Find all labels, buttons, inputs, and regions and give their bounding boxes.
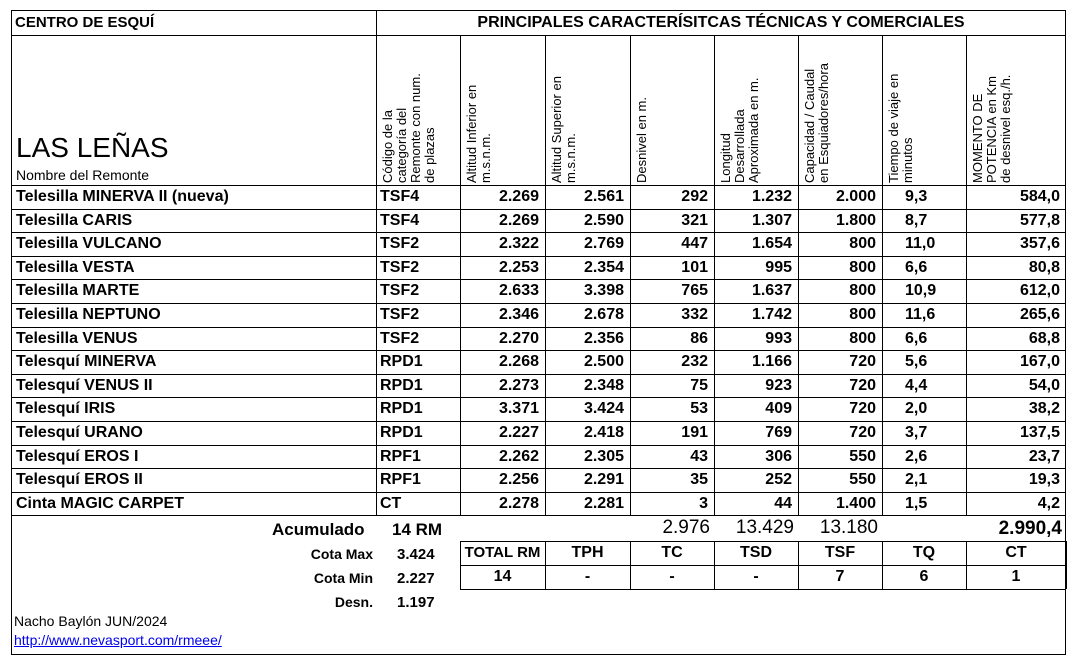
cell-cap: 720 [849, 353, 876, 371]
category-box-top [460, 541, 1066, 542]
cell-mom: 80,8 [1028, 258, 1060, 276]
cell-inf: 2.322 [498, 235, 539, 253]
cell-time: 6,6 [905, 329, 928, 347]
cell-desn: 75 [690, 376, 708, 394]
cell-sup: 2.348 [583, 376, 624, 394]
cell-sup: 2.291 [583, 471, 624, 489]
lift-code: RPF1 [380, 447, 421, 465]
category-count: - [753, 568, 759, 585]
cell-long: 252 [765, 471, 792, 489]
cell-long: 1.637 [751, 282, 792, 300]
resort-name: LAS LEÑAS [16, 132, 169, 163]
cell-sup: 2.561 [583, 188, 624, 205]
cell-long: 1.307 [751, 211, 792, 229]
lift-name: Telesquí EROS II [16, 471, 143, 489]
cell-cap: 550 [849, 471, 876, 489]
cell-cap: 550 [849, 447, 876, 465]
cell-cap: 1.400 [835, 494, 876, 512]
cell-sup: 2.418 [583, 424, 624, 441]
row-divider [11, 327, 1066, 328]
cell-cap: 800 [849, 306, 876, 323]
lift-name: Telesilla NEPTUNO [16, 306, 161, 323]
cell-cap: 800 [849, 282, 876, 300]
cell-inf: 2.346 [498, 306, 539, 323]
lift-code: RPD1 [380, 424, 423, 441]
cell-inf: 2.256 [498, 471, 539, 489]
category-count: - [669, 568, 675, 585]
desnivel-label: Desn. [334, 594, 373, 610]
total-longitud: 13.429 [735, 517, 794, 538]
cell-long: 769 [765, 424, 792, 441]
column-header-1: Código de la categoría del Remonte con num. de plazas [380, 73, 437, 183]
header-divider [11, 35, 1066, 36]
cota-min-value: 2.227 [397, 570, 435, 587]
category-count: 14 [493, 568, 512, 585]
column-divider [798, 35, 799, 516]
column-header-4: Desnivel en m. [634, 97, 649, 183]
cell-cap: 720 [849, 424, 876, 441]
cell-mom: 19,3 [1028, 471, 1060, 489]
cell-time: 10,9 [905, 282, 937, 300]
cell-long: 1.742 [751, 306, 792, 323]
row-divider [11, 515, 1066, 516]
cell-time: 5,6 [905, 353, 928, 371]
total-momento: 2.990,4 [998, 518, 1062, 539]
cell-mom: 584,0 [1019, 188, 1060, 205]
column-header-8: MOMENTO DE POTENCIA en Km de desnivel esq./h. [970, 74, 1013, 183]
lift-code: TSF2 [380, 306, 420, 323]
cell-mom: 23,7 [1028, 447, 1060, 465]
row-divider [11, 209, 1066, 210]
cota-min-label: Cota Min [313, 570, 373, 586]
column-divider [966, 35, 967, 516]
cell-inf: 2.269 [498, 188, 539, 205]
lift-name: Telesilla VULCANO [16, 235, 162, 253]
row-divider [11, 303, 1066, 304]
category-header: CT [1005, 544, 1027, 561]
lift-name: Telesilla MARTE [16, 282, 140, 300]
cell-inf: 2.262 [498, 447, 539, 465]
cell-sup: 2.678 [583, 306, 624, 323]
column-header-3: Altitud Superior en m.s.n.m. [549, 76, 578, 183]
column-header-7: Tiempo de viaje en minutos [886, 73, 915, 183]
cell-mom: 68,8 [1028, 329, 1060, 347]
row-divider [11, 279, 1066, 280]
cell-long: 995 [765, 258, 792, 276]
category-header: TPH [571, 544, 604, 561]
total-desnivel: 2.976 [662, 517, 710, 538]
cell-inf: 2.270 [498, 329, 539, 347]
cell-mom: 137,5 [1019, 424, 1060, 441]
cell-sup: 3.424 [583, 400, 624, 418]
column-divider [714, 35, 715, 516]
lift-name: Telesquí VENUS II [16, 376, 153, 394]
cell-long: 1.166 [751, 353, 792, 371]
cell-time: 2,0 [905, 400, 928, 418]
cell-desn: 292 [681, 188, 708, 205]
cell-cap: 800 [849, 235, 876, 253]
cota-max-label: Cota Max [310, 546, 373, 562]
cell-sup: 2.281 [583, 494, 624, 512]
cell-sup: 2.769 [583, 235, 624, 253]
cell-inf: 2.273 [498, 376, 539, 394]
acumulado-label: Acumulado [272, 520, 365, 539]
row-divider [11, 185, 1066, 186]
cell-mom: 577,8 [1019, 211, 1060, 229]
column-header-5: Longitud Desarrollada Aproximada en m. [718, 77, 761, 183]
column-divider [882, 35, 883, 516]
row-divider [11, 256, 1066, 257]
lift-name: Telesilla MINERVA II (nueva) [16, 188, 229, 205]
cell-long: 1.232 [751, 188, 792, 205]
lift-name: Telesilla CARIS [16, 211, 133, 229]
lift-name: Telesquí MINERVA [16, 353, 157, 371]
ski-center-title: CENTRO DE ESQUÍ [15, 14, 155, 31]
cell-sup: 2.354 [583, 258, 624, 276]
cell-time: 4,4 [905, 376, 928, 394]
row-divider [11, 445, 1066, 446]
cell-mom: 54,0 [1028, 376, 1060, 394]
cell-desn: 43 [690, 447, 708, 465]
cell-desn: 447 [681, 235, 708, 253]
cell-inf: 2.269 [498, 211, 539, 229]
lift-name: Telesilla VESTA [16, 258, 135, 276]
lift-code: TSF2 [380, 235, 420, 253]
name-column-header: Nombre del Remonte [16, 167, 150, 183]
acumulado-value: 14 RM [392, 520, 443, 539]
cell-long: 44 [774, 494, 792, 512]
cell-cap: 800 [849, 329, 876, 347]
cell-inf: 2.633 [498, 282, 539, 300]
cell-inf: 2.278 [498, 494, 539, 512]
category-count: 6 [919, 568, 929, 585]
cell-mom: 167,0 [1019, 353, 1060, 371]
category-count: - [584, 568, 591, 585]
lift-name: Cinta MAGIC CARPET [16, 494, 184, 512]
lift-code: TSF4 [380, 211, 420, 229]
lift-code: TSF2 [380, 282, 420, 300]
lift-code: TSF2 [380, 258, 420, 276]
lift-code: RPD1 [380, 400, 423, 418]
cota-max-value: 3.424 [397, 546, 435, 563]
lift-code: RPD1 [380, 376, 423, 394]
category-count: 7 [835, 568, 845, 585]
author-credit: Nacho Baylón JUN/2024 [14, 613, 168, 629]
category-header: TOTAL RM [464, 544, 541, 561]
cell-desn: 101 [681, 258, 708, 276]
cell-long: 1.654 [751, 235, 792, 253]
column-divider [376, 10, 377, 516]
cell-sup: 2.500 [583, 353, 624, 371]
cell-mom: 38,2 [1028, 400, 1060, 418]
cell-long: 923 [765, 376, 792, 394]
category-divider [1066, 541, 1067, 589]
table-title: PRINCIPALES CARACTERÍSITCAS TÉCNICAS Y COMERCIALES [477, 14, 965, 31]
cell-mom: 612,0 [1019, 282, 1060, 300]
row-divider [11, 232, 1066, 233]
lift-code: RPD1 [380, 353, 423, 371]
lift-name: Telesquí IRIS [16, 400, 116, 418]
cell-desn: 332 [681, 306, 708, 323]
category-header: TSD [740, 544, 772, 561]
row-divider [11, 374, 1066, 375]
cell-mom: 265,6 [1019, 306, 1060, 323]
cell-time: 8,7 [905, 211, 928, 229]
total-capacidad: 13.180 [819, 517, 878, 538]
cell-inf: 2.268 [498, 353, 539, 371]
lift-name: Telesilla VENUS [16, 329, 138, 347]
cell-mom: 4,2 [1037, 494, 1060, 512]
cell-time: 11,0 [905, 235, 936, 253]
lift-name: Telesquí EROS I [16, 447, 139, 465]
column-divider [545, 35, 546, 516]
cell-cap: 1.800 [835, 211, 876, 229]
category-header: TC [661, 544, 683, 561]
row-divider [11, 468, 1066, 469]
cell-cap: 720 [849, 376, 876, 394]
cell-time: 3,7 [905, 424, 928, 441]
cell-inf: 2.227 [498, 424, 539, 441]
cell-time: 1,5 [905, 494, 928, 512]
column-header-2: Altitud Inferior en m.s.n.m. [464, 84, 493, 183]
lift-code: CT [380, 494, 402, 512]
cell-cap: 720 [849, 400, 876, 418]
cell-desn: 765 [681, 282, 708, 300]
lift-name: Telesquí URANO [16, 424, 143, 441]
lift-code: TSF2 [380, 329, 420, 347]
lift-code: TSF4 [380, 188, 420, 205]
cell-desn: 191 [681, 424, 708, 441]
cell-cap: 2.000 [835, 188, 876, 205]
row-divider [11, 492, 1066, 493]
category-count: 1 [1011, 568, 1021, 585]
cell-desn: 321 [681, 211, 708, 229]
source-link[interactable]: http://www.nevasport.com/rmeee/ [14, 632, 222, 648]
cell-sup: 2.305 [583, 447, 624, 465]
cell-time: 6,6 [905, 258, 928, 276]
cell-inf: 3.371 [498, 400, 539, 418]
column-divider [630, 35, 631, 516]
category-box-mid [460, 565, 1066, 566]
row-divider [11, 397, 1066, 398]
column-header-6: Capacidad / Caudal en Esquiadores/hora [802, 63, 831, 183]
cell-desn: 35 [690, 471, 708, 489]
cell-long: 993 [765, 329, 792, 347]
desnivel-value: 1.197 [397, 594, 435, 611]
cell-time: 2,6 [905, 447, 928, 465]
category-header: TSF [824, 544, 856, 561]
cell-long: 306 [765, 447, 792, 465]
cell-mom: 357,6 [1019, 235, 1060, 253]
column-divider [460, 35, 461, 516]
cell-desn: 232 [681, 353, 708, 371]
row-divider [11, 421, 1066, 422]
cell-time: 9,3 [905, 188, 928, 205]
cell-long: 409 [765, 400, 792, 418]
cell-sup: 2.356 [583, 329, 624, 347]
cell-cap: 800 [849, 258, 876, 276]
cell-time: 11,6 [905, 306, 936, 323]
cell-sup: 2.590 [583, 211, 624, 229]
cell-desn: 53 [690, 400, 708, 418]
row-divider [11, 350, 1066, 351]
category-header: TQ [912, 544, 936, 561]
cell-time: 2,1 [905, 471, 928, 489]
cell-sup: 3.398 [583, 282, 624, 300]
cell-desn: 86 [690, 329, 708, 347]
cell-desn: 3 [699, 494, 708, 512]
category-box-bottom [460, 589, 1066, 590]
lift-code: RPF1 [380, 471, 421, 489]
cell-inf: 2.253 [498, 258, 539, 276]
